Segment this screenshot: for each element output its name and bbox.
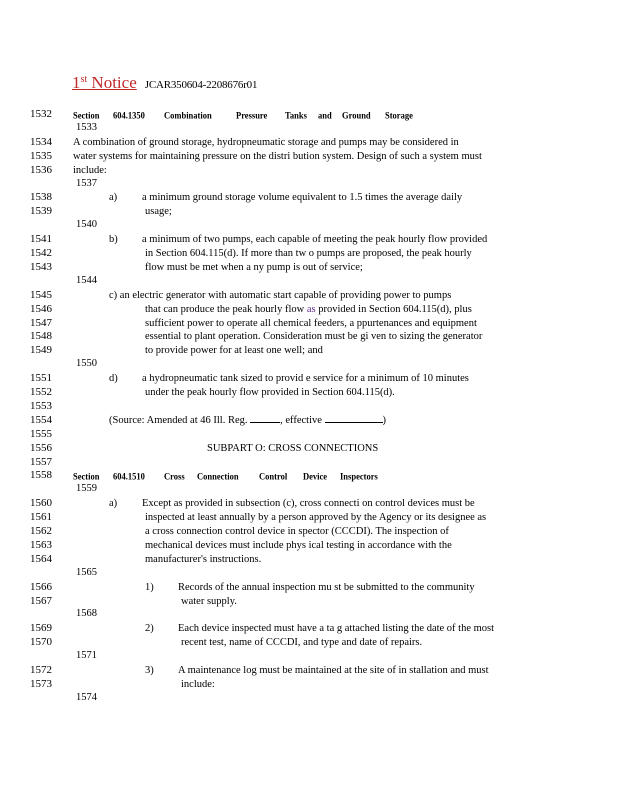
line-number: 1549 — [30, 344, 52, 356]
section-heading-word: Section — [73, 109, 100, 121]
line-number: 1569 — [30, 622, 52, 634]
item-label-1: 1) — [145, 582, 154, 593]
paragraph-number: 1533 — [76, 122, 97, 133]
paragraph-number: 1568 — [76, 608, 97, 619]
paragraph-number: 1565 — [76, 567, 97, 578]
body-text: Each device inspected must have a ta g attached listing the date of the most — [178, 623, 495, 634]
body-text: usage; — [145, 206, 172, 217]
body-text: A maintenance log must be maintained at the site of in stallation and must — [178, 665, 489, 676]
body-text: water supply. — [181, 596, 237, 607]
section-heading-word: Tanks — [285, 109, 307, 121]
section-heading-word: Device — [303, 470, 328, 482]
line-number: 1542 — [30, 247, 52, 259]
body-text: Except as provided in subsection (c), cross connecti on control devices must be — [142, 498, 475, 509]
line-number: 1556 — [30, 442, 52, 454]
paragraph-number: 1544 — [76, 275, 97, 286]
line-number: 1562 — [30, 525, 52, 537]
item-label-3: 3) — [145, 665, 154, 676]
section-heading-word: Combination — [164, 109, 212, 121]
notice-header — [72, 73, 257, 93]
paragraph-number: 1550 — [76, 358, 97, 369]
body-text: that can produce the peak hourly flow as provided in Section 604.115(d), plus — [145, 304, 472, 315]
body-text: a minimum ground storage volume equivalent to 1.5 times the average daily — [142, 192, 463, 203]
body-text: c) an electric generator with automatic start capable of providing power to pumps — [109, 290, 452, 301]
body-text: under the peak hourly flow provided in Section 604.115(d). — [145, 387, 395, 398]
body-text: sufficient power to operate all chemical feeders, a ppurtenances and equipment — [145, 318, 477, 329]
body-text: mechanical devices must include phys ical testing in accordance with the — [145, 540, 452, 551]
line-number: 1538 — [30, 191, 52, 203]
blank-line — [250, 422, 280, 423]
item-label-a: a) — [109, 498, 118, 509]
line-number: 1547 — [30, 317, 52, 329]
section-heading-word: Ground — [342, 109, 371, 121]
section-heading-number: 604.1510 — [113, 470, 145, 482]
line-number: 1553 — [30, 400, 52, 412]
body-text: recent test, name of CCCDI, and type and date of repairs. — [181, 637, 423, 648]
paragraph-number: 1540 — [76, 219, 97, 230]
jcar-code: JCAR350604-2208676r01 — [144, 79, 258, 91]
section-heading-word: and — [318, 109, 332, 121]
paragraph-number: 1537 — [76, 178, 97, 189]
line-number: 1545 — [30, 289, 52, 301]
section-heading-word: Pressure — [236, 109, 268, 121]
blank-line — [325, 422, 383, 423]
item-label-d: d) — [109, 373, 118, 384]
line-number: 1558 — [30, 469, 52, 481]
line-number: 1557 — [30, 456, 52, 468]
section-heading-word: Inspectors — [340, 470, 378, 482]
body-text: include: — [181, 679, 215, 690]
body-text: water systems for maintaining pressure on the distri bution system. Design of such a system must — [73, 151, 482, 162]
body-text: a hydropneumatic tank sized to provid e service for a minimum of 10 minutes — [142, 373, 469, 384]
line-number: 1543 — [30, 261, 52, 273]
line-number: 1539 — [30, 205, 52, 217]
section-heading-number: 604.1350 — [113, 109, 145, 121]
section-heading-word: Cross — [164, 470, 185, 482]
line-number: 1572 — [30, 664, 52, 676]
paragraph-number: 1559 — [76, 483, 97, 494]
line-number: 1561 — [30, 511, 52, 523]
line-number: 1573 — [30, 678, 52, 690]
line-number: 1532 — [30, 108, 52, 120]
line-number: 1546 — [30, 303, 52, 315]
body-text: essential to plant operation. Consideration must be gi ven to sizing the generator — [145, 331, 483, 342]
body-text: in Section 604.115(d). If more than tw o pumps are proposed, the peak hourly — [145, 248, 472, 259]
line-number: 1566 — [30, 581, 52, 593]
line-number: 1554 — [30, 414, 52, 426]
item-label-b: b) — [109, 234, 118, 245]
line-number: 1535 — [30, 150, 52, 162]
section-heading-word: Storage — [385, 109, 413, 121]
body-text: to provide power for at least one well; and — [145, 345, 323, 356]
line-number: 1536 — [30, 164, 52, 176]
section-heading-word: Section — [73, 470, 100, 482]
body-text: a cross connection control device in spector (CCCDI). The inspection of — [145, 526, 449, 537]
section-heading-word: Connection — [197, 470, 239, 482]
line-number: 1551 — [30, 372, 52, 384]
line-number: 1541 — [30, 233, 52, 245]
body-text: A combination of ground storage, hydropneumatic storage and pumps may be considered in — [73, 137, 459, 148]
line-number: 1563 — [30, 539, 52, 551]
line-number: 1567 — [30, 595, 52, 607]
line-number: 1555 — [30, 428, 52, 440]
subpart-heading: SUBPART O: CROSS CONNECTIONS — [207, 443, 379, 454]
line-number: 1570 — [30, 636, 52, 648]
line-number: 1548 — [30, 330, 52, 342]
line-number: 1534 — [30, 136, 52, 148]
body-text: Records of the annual inspection mu st be submitted to the community — [178, 582, 475, 593]
body-text: inspected at least annually by a person approved by the Agency or its designee as — [145, 512, 487, 523]
item-label-a: a) — [109, 192, 118, 203]
paragraph-number: 1574 — [76, 692, 97, 703]
body-text: manufacturer's instructions. — [145, 554, 262, 565]
line-number: 1552 — [30, 386, 52, 398]
line-number: 1560 — [30, 497, 52, 509]
paragraph-number: 1571 — [76, 650, 97, 661]
body-text: include: — [73, 165, 107, 176]
line-number: 1564 — [30, 553, 52, 565]
section-heading-word: Control — [259, 470, 288, 482]
body-text: a minimum of two pumps, each capable of meeting the peak hourly flow provided — [142, 234, 488, 245]
item-label-2: 2) — [145, 623, 154, 634]
first-notice-label: 1st Notice — [72, 73, 137, 92]
source-note: (Source: Amended at 46 Ill. Reg. , effective ) — [109, 415, 387, 426]
body-text: flow must be met when a ny pump is out of service; — [145, 262, 363, 273]
